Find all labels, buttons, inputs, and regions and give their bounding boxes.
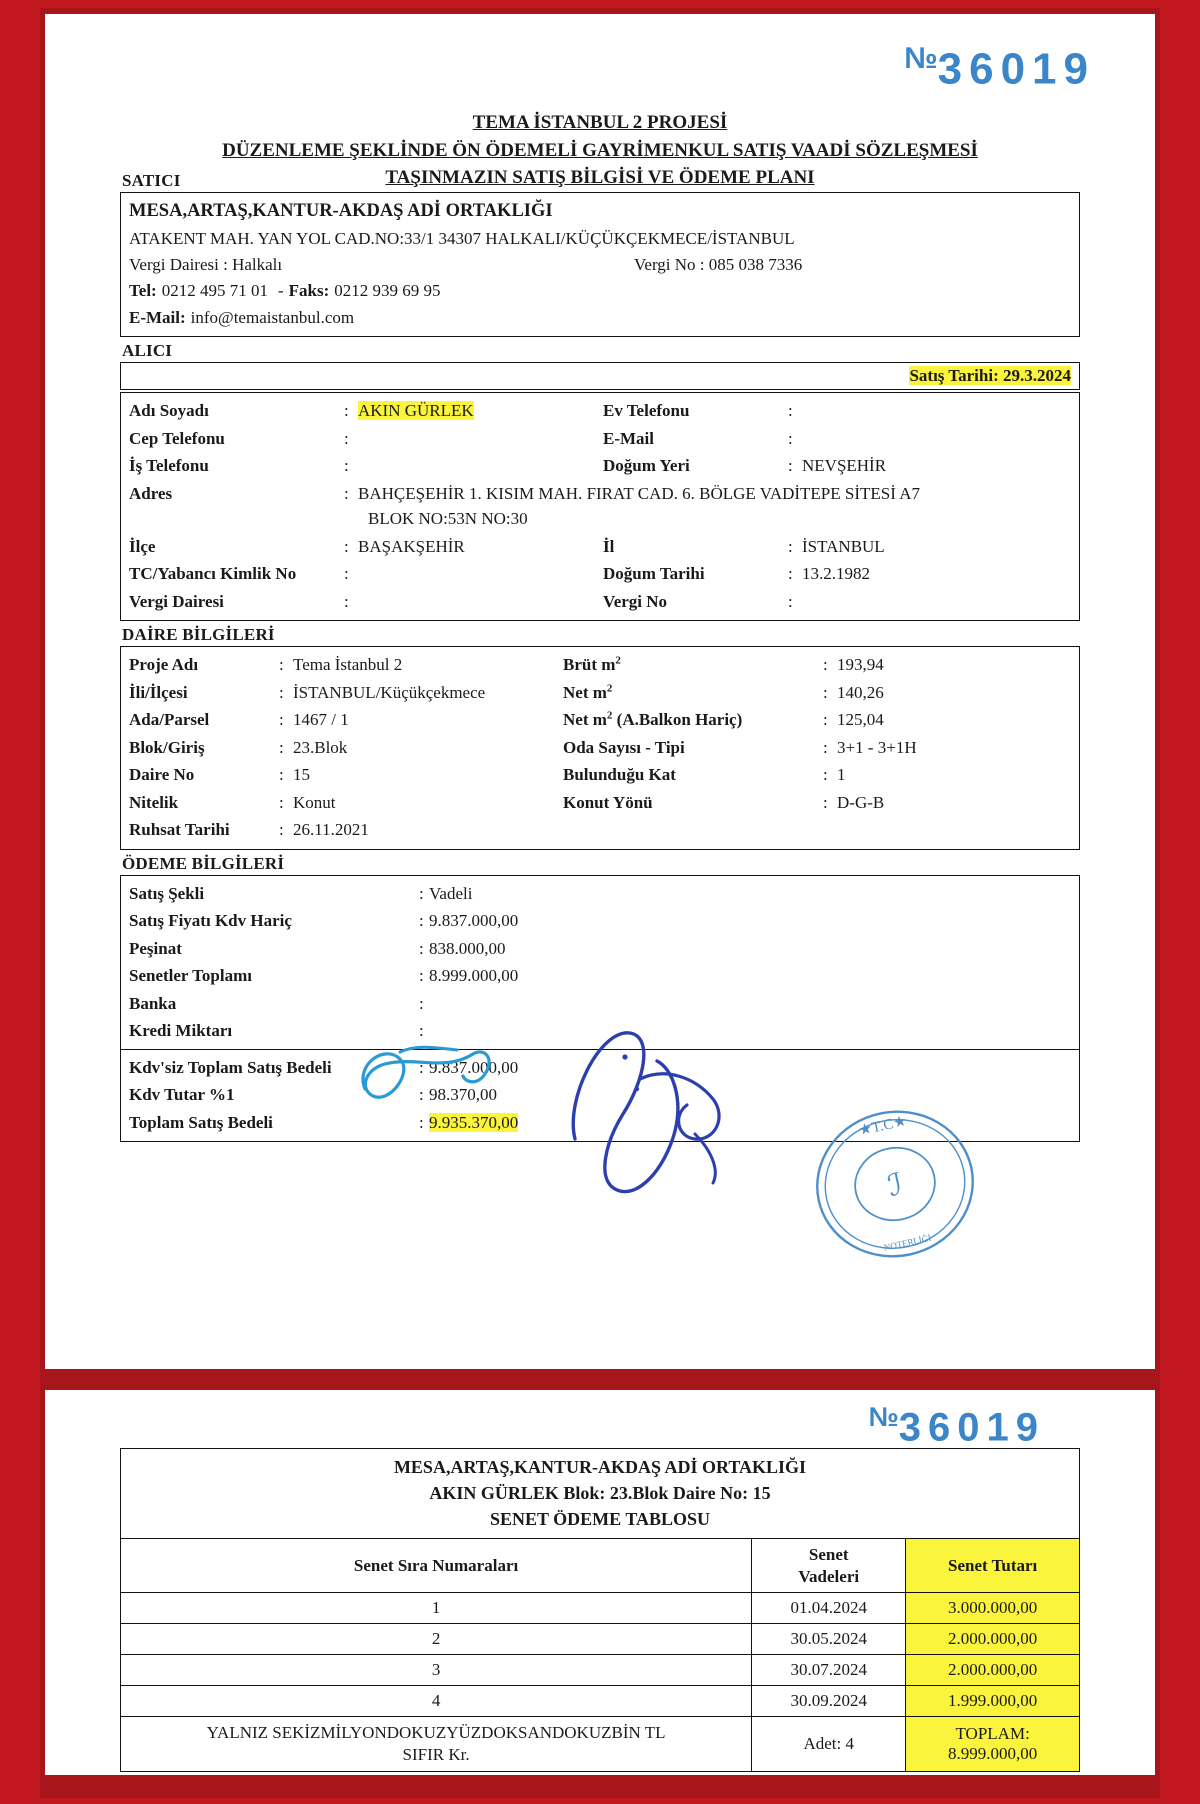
seller-tax-office: Vergi Dairesi : Halkalı [129, 255, 283, 275]
table-row [129, 880, 1071, 908]
colon: : [279, 682, 284, 702]
quality-label: Nitelik [129, 792, 179, 812]
flat-no-value: 15 [293, 765, 310, 785]
project-value: Tema İstanbul 2 [293, 655, 403, 675]
table-row [129, 761, 1071, 789]
table-row [129, 452, 1071, 480]
table-row [129, 560, 1071, 588]
sale-date-value: 29.3.2024 [1003, 366, 1071, 386]
note-due-date: 30.09.2024 [752, 1685, 906, 1716]
seller-section-heading: SATICI [122, 171, 181, 190]
signature-seller [545, 1019, 795, 1219]
colon: : [788, 536, 793, 556]
colon: : [823, 792, 828, 812]
colon: : [279, 792, 284, 812]
buyer-address-value [358, 480, 1071, 533]
empty-cell [563, 816, 823, 844]
seller-fax-value: 0212 939 69 95 [334, 281, 441, 301]
buyer-mobile-value [358, 425, 603, 453]
serial-number-stamp-2 [869, 1402, 1045, 1450]
title-line-2: DÜZENLEME ŞEKLİNDE ÖN ÖDEMELİ GAYRİMENKUL SATIŞ VAADİ SÖZLEŞMESİ [222, 139, 978, 161]
note-number: 2 [121, 1623, 752, 1654]
permit-date-label: Ruhsat Tarihi [129, 820, 230, 840]
sale-date-label: Satış Tarihi: [909, 366, 999, 386]
buyer-home-phone-value [802, 397, 1071, 425]
colon: : [279, 820, 284, 840]
gross-area-label: Brüt $m^2$ [563, 654, 621, 675]
buyer-district-value: BAŞAKŞEHİR [358, 536, 465, 556]
colon: : [279, 655, 284, 675]
table-row [129, 734, 1071, 762]
sale-type-label: Satış Şekli [129, 883, 205, 903]
payment-section-heading: ÖDEME BİLGİLERİ [122, 853, 285, 873]
buyer-tax-no-value [802, 588, 1071, 616]
seller-tel-fax-dash: - [277, 281, 284, 301]
colon: : [344, 456, 349, 476]
buyer-details-table [129, 397, 1071, 615]
seller-tel-label: Tel: [129, 281, 157, 301]
net-area-label: Net $m^2$ [563, 681, 613, 702]
buyer-work-phone-value [358, 452, 603, 480]
buyer-district-label: İlçe [129, 536, 156, 556]
signature-area [45, 1029, 1155, 1289]
room-count-value: 3+1 - 3+1H [837, 737, 917, 757]
quality-value: Konut [293, 792, 336, 812]
colon: : [279, 710, 284, 730]
colon: : [344, 401, 349, 421]
note-due-date: 30.05.2024 [752, 1623, 906, 1654]
colon: : [344, 428, 349, 448]
empty-cell [823, 816, 837, 844]
credit-amount-label: Kredi Miktarı [129, 1021, 233, 1041]
vat-amount-value: 98.370,00 [429, 1085, 497, 1105]
buyer-id-label: TC/Yabancı Kimlik No [129, 564, 297, 584]
price-excl-vat-value: 9.837.000,00 [429, 911, 519, 931]
seller-address: ATAKENT MAH. YAN YOL CAD.NO:33/1 34307 HALKALI/KÜÇÜKÇEKMECE/İSTANBUL [129, 228, 795, 248]
colon: : [788, 564, 793, 584]
flat-section-heading: DAİRE BİLGİLERİ [122, 625, 275, 645]
buyer-address-line-1: BAHÇEŞEHİR 1. KISIM MAH. FIRAT CAD. 6. BÖLGE VADİTEPE SİTESİ A7 [358, 483, 920, 503]
colon: : [344, 483, 349, 503]
buyer-tax-office-label: Vergi Dairesi [129, 591, 224, 611]
note-number: 3 [121, 1654, 752, 1685]
col-header-note-amount: Senet Tutarı [906, 1539, 1080, 1593]
table-row [129, 816, 1071, 844]
colon: : [823, 655, 828, 675]
table-row [129, 990, 1071, 1018]
colon: : [788, 428, 793, 448]
buyer-work-phone-label: İş Telefonu [129, 456, 209, 476]
buyer-birth-date-label: Doğum Tarihi [603, 564, 705, 584]
total-excl-vat-value: 9.837.000,00 [429, 1057, 519, 1077]
serial-number-value-2: 36019 [898, 1405, 1045, 1450]
note-count: Adet: 4 [752, 1716, 906, 1771]
note-due-date: 01.04.2024 [752, 1592, 906, 1623]
svg-text:NOTERLİĞİ: NOTERLİĞİ [882, 1232, 932, 1253]
notes-total-value: 8.999.000,00 [429, 966, 519, 986]
colon: : [788, 456, 793, 476]
block-value: 23.Blok [293, 737, 348, 757]
note-amount: 1.999.000,00 [906, 1685, 1080, 1716]
grand-total-label: Toplam Satış Bedeli [129, 1112, 273, 1132]
colon: : [419, 1057, 424, 1077]
sale-type-value: Vadeli [429, 883, 473, 903]
promissory-head-line-2: AKIN GÜRLEK Blok: 23.Blok Daire No: 15 [429, 1483, 771, 1504]
empty-cell [837, 816, 1071, 844]
flat-box [120, 646, 1080, 850]
serial-number-value: 36019 [937, 44, 1095, 94]
vat-amount-label: Kdv Tutar %1 [129, 1085, 235, 1105]
table-row [129, 588, 1071, 616]
col-header-note-dates: Senet Vadeleri [752, 1539, 906, 1593]
colon: : [279, 737, 284, 757]
colon: : [419, 1085, 424, 1105]
serial-number-stamp [904, 42, 1095, 95]
floor-label: Bulunduğu Kat [563, 765, 676, 785]
total-excl-vat-label: Kdv'siz Toplam Satış Bedeli [129, 1057, 332, 1077]
colon: : [419, 883, 424, 903]
sale-date-box [120, 362, 1080, 390]
bank-value [429, 990, 1071, 1018]
floor-value: 1 [837, 765, 846, 785]
notary-seal-icon [800, 1099, 990, 1269]
colon: : [419, 966, 424, 986]
buyer-mobile-label: Cep Telefonu [129, 428, 225, 448]
colon: : [823, 710, 828, 730]
net-area-excl-balcony-value: 125,04 [837, 710, 884, 730]
promissory-head-line-3: SENET ÖDEME TABLOSU [489, 1509, 711, 1530]
buyer-box [120, 392, 1080, 621]
room-count-label: Oda Sayısı - Tipi [563, 737, 685, 757]
colon: : [823, 765, 828, 785]
note-amount: 2.000.000,00 [906, 1623, 1080, 1654]
note-amount: 3.000.000,00 [906, 1592, 1080, 1623]
colon: : [823, 682, 828, 702]
document-body [120, 169, 1080, 1142]
buyer-city-label: İl [603, 536, 615, 556]
flat-no-label: Daire No [129, 765, 195, 785]
city-district-value: İSTANBUL/Küçükçekmece [293, 682, 486, 702]
contract-page-1 [45, 14, 1155, 1369]
buyer-name-label: Adı Soyadı [129, 401, 209, 421]
buyer-name-value: AKIN GÜRLEK [358, 401, 474, 421]
amount-in-words: YALNIZ SEKİZMİLYONDOKUZYÜZDOKSANDOKUZBİN TL SIFIR Kr. [121, 1716, 752, 1771]
table-footer-row [121, 1716, 1080, 1771]
city-district-label: İli/İlçesi [129, 682, 188, 702]
table-row [121, 1685, 1080, 1716]
notes-total: TOPLAM: 8.999.000,00 [906, 1716, 1080, 1771]
signature-buyer [345, 1034, 545, 1144]
seller-fax-label: Faks: [288, 281, 330, 301]
colon: : [419, 911, 424, 931]
table-row [121, 1592, 1080, 1623]
promissory-table-heading [120, 1448, 1080, 1538]
svg-text:ℐ: ℐ [884, 1167, 906, 1204]
table-row [129, 935, 1071, 963]
table-row [129, 397, 1071, 425]
direction-value: D-G-B [837, 792, 885, 812]
title-line-1: TEMA İSTANBUL 2 PROJESİ [472, 112, 728, 133]
permit-date-value: 26.11.2021 [293, 820, 369, 840]
table-row [129, 480, 1071, 533]
bank-label: Banka [129, 993, 177, 1013]
buyer-tax-no-label: Vergi No [603, 591, 668, 611]
colon: : [344, 536, 349, 556]
seller-box [120, 192, 1080, 337]
buyer-tax-office-value [358, 588, 603, 616]
seller-email-value: info@temaistanbul.com [190, 307, 355, 327]
table-row [121, 1623, 1080, 1654]
colon: : [344, 564, 349, 584]
gross-area-value: 193,94 [837, 655, 884, 675]
net-area-value: 140,26 [837, 682, 884, 702]
colon: : [279, 765, 284, 785]
promissory-note-page [45, 1390, 1155, 1775]
colon: : [419, 938, 424, 958]
seller-tel-value: 0212 495 71 01 [161, 281, 268, 301]
col-header-note-numbers: Senet Sıra Numaraları [121, 1539, 752, 1593]
down-payment-label: Peşinat [129, 938, 182, 958]
net-area-excl-balcony-label: Net $m^2$ (A.Balkon Hariç) [563, 709, 743, 730]
note-amount: 2.000.000,00 [906, 1654, 1080, 1685]
table-row [129, 962, 1071, 990]
seller-email-label: E-Mail: [129, 307, 186, 327]
promissory-table-wrapper [120, 1448, 1080, 1772]
table-row [129, 679, 1071, 707]
sale-date [129, 366, 1071, 386]
buyer-address-line-2: BLOK NO:53N NO:30 [368, 509, 528, 529]
table-header-row [121, 1539, 1080, 1593]
buyer-city-value: İSTANBUL [802, 536, 885, 556]
colon: : [419, 993, 424, 1013]
note-number: 1 [121, 1592, 752, 1623]
direction-label: Konut Yönü [563, 792, 653, 812]
colon: : [788, 401, 793, 421]
colon: : [344, 591, 349, 611]
promissory-head-line-1: MESA,ARTAŞ,KANTUR-AKDAŞ ADİ ORTAKLIĞI [393, 1457, 807, 1477]
parcel-label: Ada/Parsel [129, 710, 210, 730]
table-row [129, 907, 1071, 935]
buyer-birth-place-value: NEVŞEHİR [802, 456, 887, 476]
buyer-email-value [802, 425, 1071, 453]
grand-total-value: 9.935.370,00 [429, 1112, 519, 1132]
colon: : [823, 737, 828, 757]
seller-name: MESA,ARTAŞ,KANTUR-AKDAŞ ADİ ORTAKLIĞI [129, 201, 553, 221]
table-row [129, 533, 1071, 561]
buyer-email-label: E-Mail [603, 428, 654, 448]
buyer-id-value [358, 560, 603, 588]
parcel-value: 1467 / 1 [293, 710, 349, 730]
buyer-section-heading: ALICI [122, 341, 173, 361]
buyer-birth-date-value: 13.2.1982 [802, 564, 870, 584]
buyer-home-phone-label: Ev Telefonu [603, 401, 690, 421]
down-payment-value: 838.000,00 [429, 938, 506, 958]
note-due-date: 30.07.2024 [752, 1654, 906, 1685]
table-row [121, 1654, 1080, 1685]
svg-text:★T.C★: ★T.C★ [857, 1113, 909, 1140]
project-label: Proje Adı [129, 655, 199, 675]
numero-symbol: № [868, 1402, 899, 1432]
price-excl-vat-label: Satış Fiyatı Kdv Hariç [129, 911, 292, 931]
buyer-address-label: Adres [129, 483, 173, 503]
colon: : [419, 1112, 424, 1132]
block-label: Blok/Giriş [129, 737, 205, 757]
numero-symbol: № [904, 42, 938, 75]
flat-details-table [129, 651, 1071, 844]
table-row [129, 706, 1071, 734]
promissory-notes-table [120, 1538, 1080, 1772]
title-line-3: TAŞINMAZIN SATIŞ BİLGİSİ VE ÖDEME PLANI [385, 167, 815, 189]
table-row [129, 789, 1071, 817]
table-row [129, 425, 1071, 453]
table-row [129, 651, 1071, 679]
colon: : [419, 1021, 424, 1041]
seller-tax-number: Vergi No : 085 038 7336 [634, 255, 803, 275]
notes-total-label: Senetler Toplamı [129, 966, 252, 986]
buyer-birth-place-label: Doğum Yeri [603, 456, 690, 476]
note-number: 4 [121, 1685, 752, 1716]
colon: : [788, 591, 793, 611]
